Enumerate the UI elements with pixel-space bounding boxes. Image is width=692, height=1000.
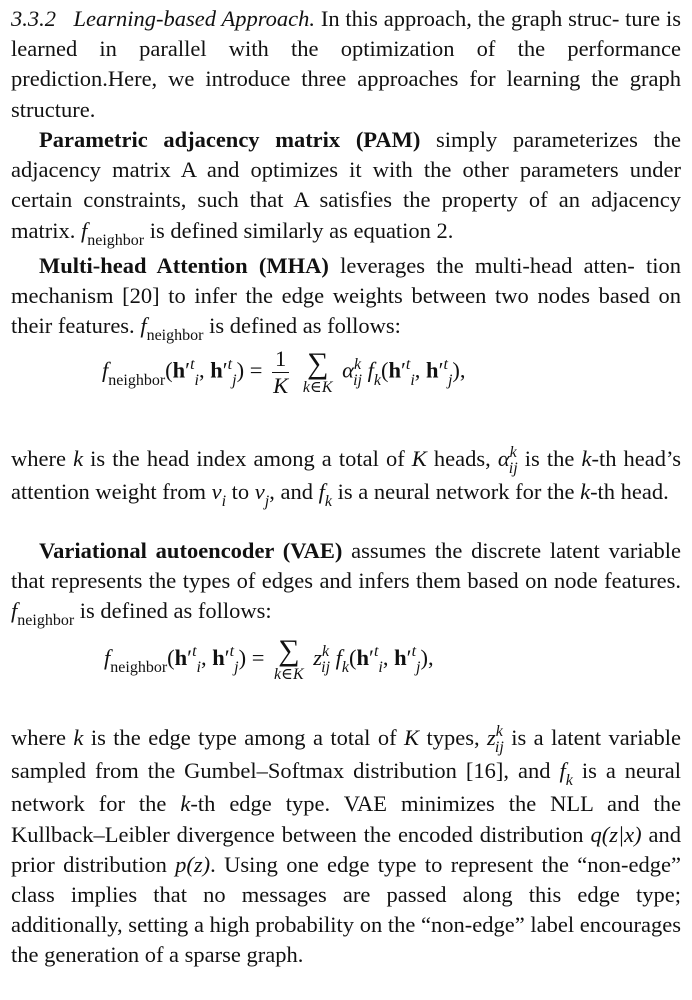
vae-equation: $f_{neighbor}(h'^t_i$, $h'^t_j$) = ∑ k∈K $z^k_{ij}$ $f_k(h'^t_i$, $h'^t_j$), [104, 634, 434, 683]
vae-term: Variational autoencoder (VAE) [39, 538, 343, 563]
intro-paragraph: 3.3.2 Learning-based Approach. In this approach, the graph struc- ture is learned in parallel with the optimization of the performance prediction.Here, we introduce three approaches for learning the graph structure. [11, 6, 682, 122]
pam-term: Parametric adjacency matrix (PAM) [39, 127, 421, 152]
vae-explanation: where k is the edge type among a total of K types, $z^k_{ij}$ is a latent variable sampled from the Gumbel–Softmax distribution [16], and $f_k$ is a neural network for the k-th edge type. VAE minimizes the NLL and the Kullback–Leibler divergence between the encoded distribution q(z|x) and prior distribution p(z). Using one edge type to represent the “non-edge” class implies that no messages are passed along this edge type; additionally, setting a high probability on the “non-edge” label encourages the generation of a sparse graph. [11, 723, 682, 968]
mha-paragraph: Multi-head Attention (MHA) leverages the multi-head atten- tion mechanism [20] to infer the edge weights between two nodes based on their features. $f_{neighbor}$ is defined as follows: [11, 253, 682, 345]
sum-symbol: ∑ k∈K [302, 346, 333, 396]
mha-explanation: where k is the head index among a total of K heads, $\alpha^k_{ij}$ is the k-th head’s attention weight from $v_i$ to $v_j$, and $f_k$ is a neural network for the k-th head. [11, 444, 682, 511]
vae-paragraph: Variational autoencoder (VAE) assumes the discrete latent variable that represents the types of edges and infers them based on node features. $f_{neighbor}$ is defined as follows: [11, 538, 682, 630]
mha-term: Multi-head Attention (MHA) [39, 253, 329, 278]
fraction: $\frac{1}{K}$ [273, 346, 289, 398]
sum-symbol: ∑ k∈K [274, 634, 304, 683]
mha-equation: $f_{neighbor}(h'^t_i$, $h'^t_j$) = $\frac{1}{K}$ ∑ k∈K $\alpha^k_{ij}$ $f_k(h'^t_i$, $h'^t_j$), [102, 346, 466, 398]
pam-paragraph: Parametric adjacency matrix (PAM) simply parameterizes the adjacency matrix A and optimizes it with the other parameters under certain constraints, such that A satisfies the property of an adjacency matrix. $f_{neighbor}$ is defined similarly as equation 2. [11, 127, 682, 249]
section-title: Learning-based Approach. [73, 6, 315, 31]
section-number: 3.3.2 [11, 6, 56, 31]
